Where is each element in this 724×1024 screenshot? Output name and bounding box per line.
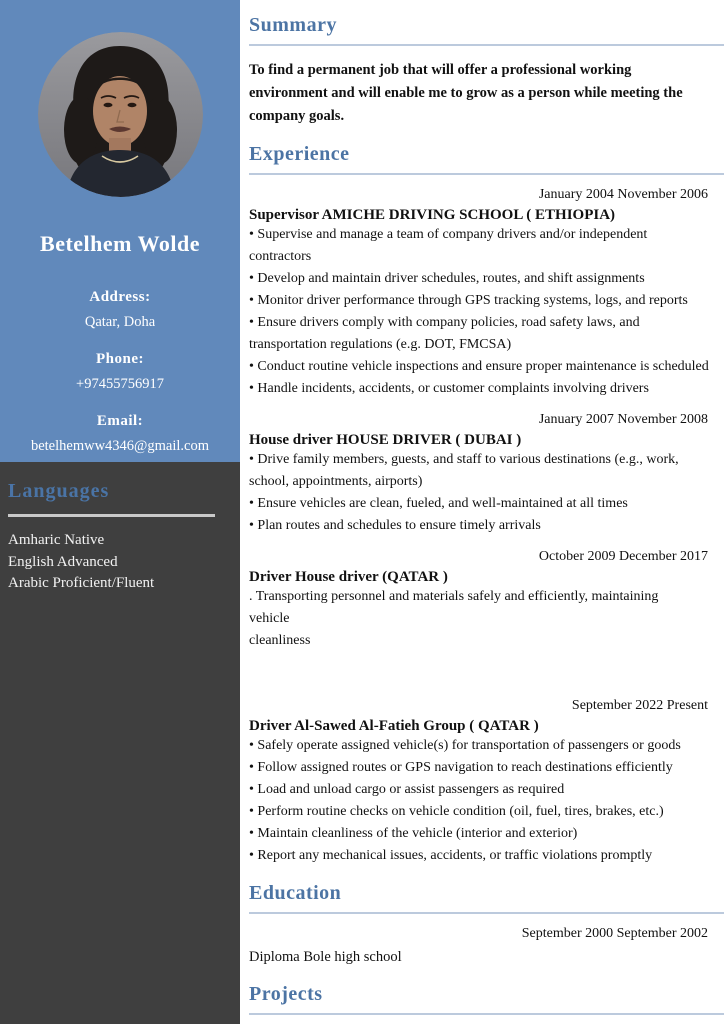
contact-info [0,285,240,458]
language-item: Amharic Native [8,532,105,548]
entry-line: • Monitor driver performance through GPS tracking systems, logs, and reports [249,293,688,308]
languages-title: Languages [8,480,110,502]
phone-value: +97455756917 [76,376,164,392]
experience-entry [249,412,724,537]
languages-list [8,530,228,595]
education-line: Diploma Bole high school [249,949,402,965]
entry-line: • Plan routes and schedules to ensure timely arrivals [249,518,541,533]
language-item: Arabic Proficient/Fluent [8,575,155,591]
address-value: Qatar, Doha [84,314,156,330]
entry-line: . Transporting personnel and materials safely and efficiently, maintaining [249,589,659,604]
summary-divider [249,44,724,46]
entry-dates: January 2007 November 2008 [538,412,708,427]
entry-line: • Report any mechanical issues, accidents, or traffic violations promptly [249,848,653,863]
entry-dates: October 2009 December 2017 [538,549,708,564]
profile-photo [38,32,203,197]
projects-divider [249,1013,724,1015]
education-title: Education [249,882,342,904]
candidate-name: Betelhem Wolde [40,231,200,256]
entry-line: • Supervise and manage a team of company drivers and/or independent contractors [249,227,648,264]
entry-line: • Ensure drivers comply with company policies, road safety laws, and transportation regulations (e.g. DOT, FMCSA) [249,315,640,352]
entry-title: Supervisor AMICHE DRIVING SCHOOL ( ETHIOPIA) [249,207,616,223]
entry-line: • Follow assigned routes or GPS navigation to reach destinations efficiently [249,760,673,775]
education-dates: September 2000 September 2002 [521,926,708,941]
sidebar-languages-panel [0,462,240,1024]
contact-email [0,409,240,458]
entry-line: • Develop and maintain driver schedules, routes, and shift assignments [249,271,645,286]
portrait-illustration [38,32,203,197]
entry-title: House driver HOUSE DRIVER ( DUBAI ) [249,432,522,448]
experience-divider [249,173,724,175]
summary-title: Summary [249,14,337,36]
sidebar-contact-panel [0,0,240,462]
entry-line: • Conduct routine vehicle inspections and ensure proper maintenance is scheduled [249,359,709,374]
experience-entry [249,698,724,867]
projects-title: Projects [249,983,323,1005]
entry-line: • Ensure vehicles are clean, fueled, and well-maintained at all times [249,496,628,511]
sidebar [0,0,240,1024]
entry-line: • Handle incidents, accidents, or customer complaints involving drivers [249,381,649,396]
entry-dates: January 2004 November 2006 [538,187,708,202]
email-value: betelhemww4346@gmail.com [30,438,210,454]
entry-line: • Maintain cleanliness of the vehicle (interior and exterior) [249,826,578,841]
address-label: Address: [89,289,151,305]
phone-label: Phone: [96,351,144,367]
entry-line: vehicle [249,611,290,626]
contact-phone [0,347,240,396]
education-divider [249,912,724,914]
entry-title: Driver Al-Sawed Al-Fatieh Group ( QATAR ) [249,718,539,734]
email-label: Email: [96,413,144,429]
language-item: English Advanced [8,553,118,570]
main-content [240,0,724,1024]
experience-entries [249,187,724,867]
languages-divider [8,514,215,517]
entry-dates: September 2022 Present [571,698,708,713]
entry-line: • Drive family members, guests, and staff to various destinations (e.g., work, school, appointments, airports) [249,452,679,489]
experience-entry [249,187,724,400]
entry-line: • Perform routine checks on vehicle condition (oil, fuel, tires, brakes, etc.) [249,804,664,819]
experience-entry [249,549,724,652]
entry-line: cleanliness [249,633,311,648]
summary-text: To find a permanent job that will offer a professional working environment and will enable me to grow as a person while meeting the company goals. [249,62,683,124]
entry-title: Driver House driver (QATAR ) [249,569,448,585]
entry-line: • Safely operate assigned vehicle(s) for transportation of passengers or goods [249,738,681,753]
experience-title: Experience [249,143,350,165]
contact-address [0,285,240,334]
entry-line: • Load and unload cargo or assist passengers as required [249,782,565,797]
